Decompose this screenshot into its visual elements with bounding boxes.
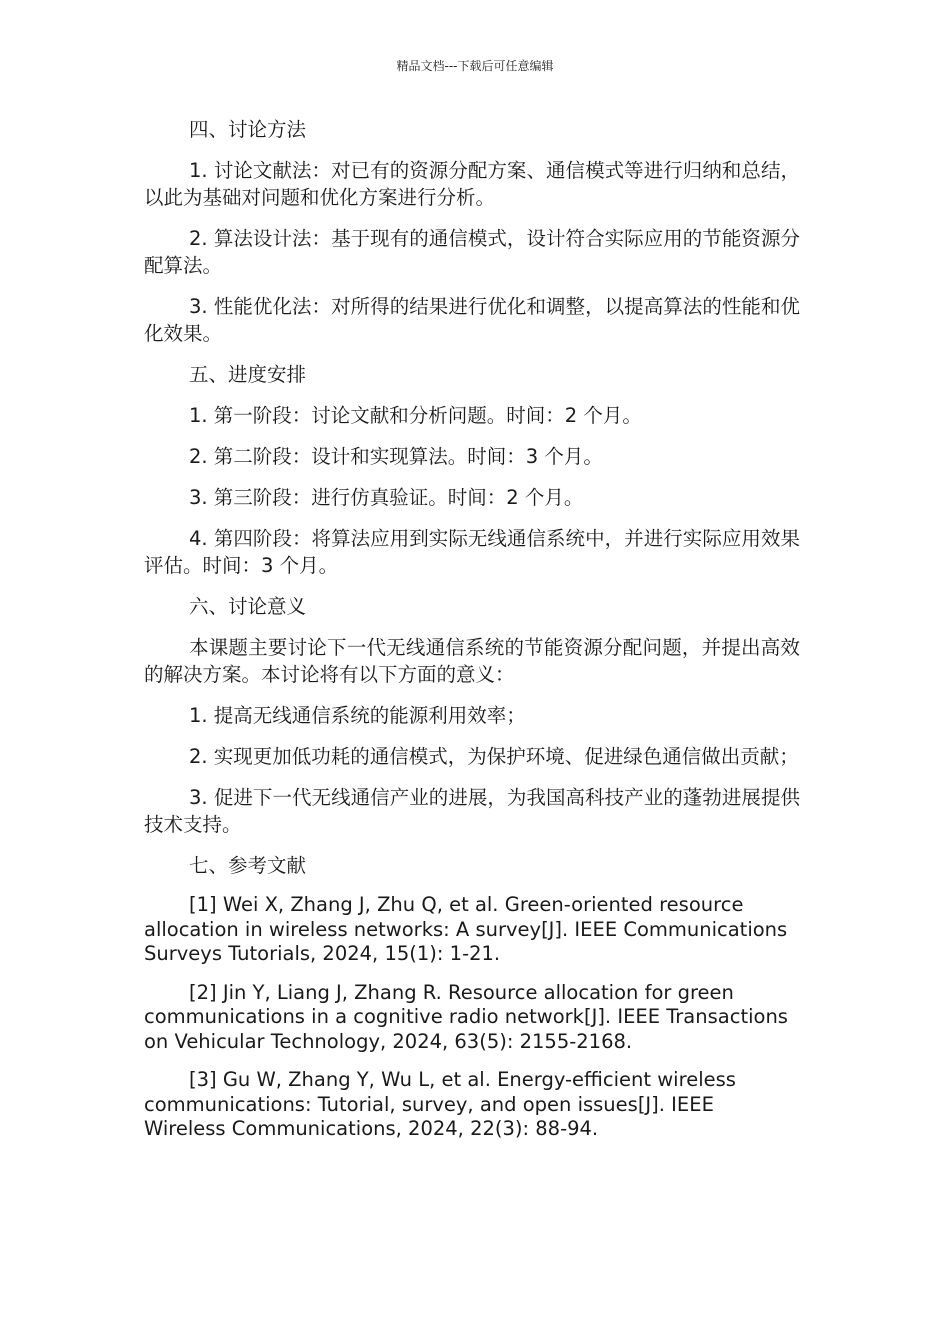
section-heading-methods: 四、讨论方法 xyxy=(189,118,307,141)
section-heading-significance: 六、讨论意义 xyxy=(189,595,307,618)
paragraph: 4. 第四阶段：将算法应用到实际无线通信系统中，并进行实际应用效果评估。时间：3 个月。 xyxy=(144,527,800,577)
paragraph: 2. 实现更加低功耗的通信模式，为保护环境、促进绿色通信做出贡献； xyxy=(189,745,799,768)
reference-item: [1] Wei X, Zhang J, Zhu Q, et al. Green-oriented resource allocation in wireless networks: A survey[J]. IEEE Communications Surveys Tutorials, 2024, 15(1): 1-21. xyxy=(144,893,788,965)
paragraph: 1. 提高无线通信系统的能源利用效率； xyxy=(189,704,526,727)
page-header: 精品文档---下载后可任意编辑 xyxy=(396,59,554,73)
paragraph: 1. 讨论文献法：对已有的资源分配方案、通信模式等进行归纳和总结，以此为基础对问题和优化方案进行分析。 xyxy=(144,159,800,209)
paragraph: 1. 第一阶段：讨论文献和分析问题。时间：2 个月。 xyxy=(189,404,642,427)
paragraph: 2. 算法设计法：基于现有的通信模式，设计符合实际应用的节能资源分配算法。 xyxy=(144,227,800,277)
section-heading-references: 七、参考文献 xyxy=(189,854,307,877)
paragraph: 3. 性能优化法：对所得的结果进行优化和调整，以提高算法的性能和优化效果。 xyxy=(144,295,800,345)
paragraph: 本课题主要讨论下一代无线通信系统的节能资源分配问题，并提出高效的解决方案。本讨论将有以下方面的意义： xyxy=(144,636,800,686)
document-body xyxy=(144,116,800,1156)
paragraph: 3. 促进下一代无线通信产业的进展，为我国高科技产业的蓬勃进展提供技术支持。 xyxy=(144,786,800,836)
paragraph: 2. 第二阶段：设计和实现算法。时间：3 个月。 xyxy=(189,445,603,468)
section-heading-schedule: 五、进度安排 xyxy=(189,363,307,386)
reference-item: [2] Jin Y, Liang J, Zhang R. Resource allocation for green communications in a cognitive radio network[J]. IEEE Transactions on Vehicular Technology, 2024, 63(5): 2155-2168. xyxy=(144,980,788,1053)
paragraph: 3. 第三阶段：进行仿真验证。时间：2 个月。 xyxy=(189,486,584,509)
reference-item: [3] Gu W, Zhang Y, Wu L, et al. Energy-efficient wireless communications: Tutorial, survey, and open issues[J]. IEEE Wireless Communications, 2024, 22(3): 88-94. xyxy=(144,1068,736,1140)
